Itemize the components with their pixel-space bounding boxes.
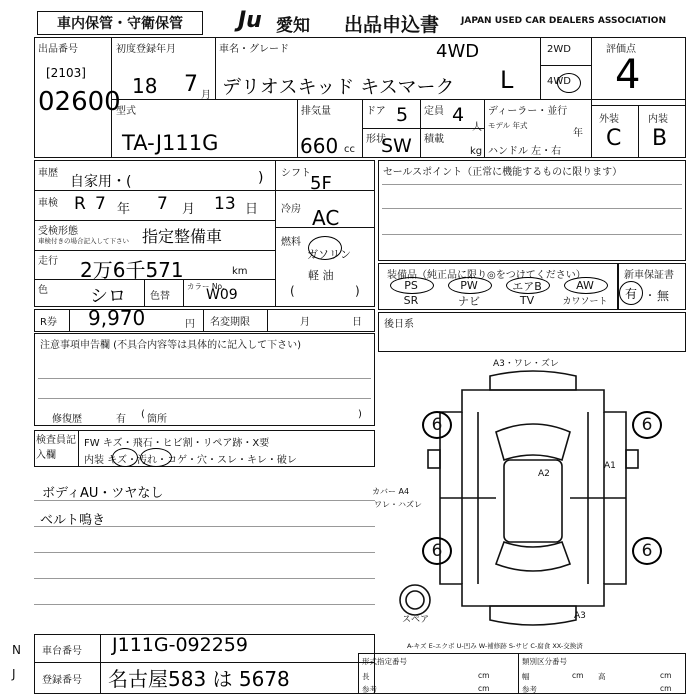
fuel-gas-circle [308, 236, 342, 260]
recycle-amount: 9,970 [88, 306, 146, 330]
registration-year: 18 [132, 74, 158, 98]
warranty-dot: ・ [645, 291, 655, 302]
displacement-value: 660 [300, 134, 339, 158]
ac-value: AC [312, 206, 340, 230]
shift-label: シフト [281, 168, 311, 179]
diagram-a1: A1 [604, 461, 616, 471]
rating-score: 4 [615, 52, 641, 98]
accept-label: 受検形態 [38, 226, 78, 237]
vehicle-name: デリオスキッド キスマーク [222, 76, 455, 98]
accept-note: 車検付きの場合記入して下さい [38, 237, 129, 245]
repair-paren-close: ) [358, 409, 362, 420]
handle-label: ハンドル 左・右 [488, 146, 562, 157]
inspector-label: 検査員記入欄 [36, 435, 76, 461]
width-label: 幅 [522, 672, 530, 681]
capacity-unit: 人 [472, 122, 482, 133]
history-label: 車歴 [38, 168, 58, 179]
diagram-top-note: A3・ワレ・ズレ [493, 359, 559, 369]
diagram-left-note-1: カバー A4 [372, 487, 410, 496]
diagram-left-note-2: ワレ・ハズレ [374, 500, 422, 509]
history-value: 自家用・( [70, 174, 132, 190]
equipment-item: TV [519, 294, 535, 307]
lot-number: 02600 [38, 87, 121, 117]
inspection-era: R [74, 194, 86, 214]
type-number-label: 形式指定番号 [362, 657, 407, 666]
inspection-label: 車検 [38, 198, 58, 209]
vehicle-model: TA-J111G [122, 131, 219, 155]
registration-label: 初度登録年月 [116, 44, 176, 55]
recycle-label: R券 [40, 317, 57, 328]
inspection-year-unit: 年 [117, 202, 131, 217]
height-label: 高 [598, 672, 606, 681]
equipment-selected-circle [448, 277, 492, 294]
tire-front-left: 6 [422, 411, 452, 439]
ref-label-right: 参考 [522, 685, 537, 694]
interior-kizu-circle [112, 448, 138, 467]
form-title: 出品申込書 [344, 14, 440, 36]
inspection-month-unit: 月 [182, 202, 196, 217]
equipment-item: PS [404, 279, 418, 292]
displacement-unit: cc [344, 144, 355, 155]
damage-legend: A-キズ E-エクボ U-凹み W-補修跡 S-サビ C-腐食 XX-交換済 [407, 642, 583, 650]
deadline-label: 名変期限 [210, 317, 250, 328]
warranty-yes-circle [619, 281, 643, 305]
plate-value: 名古屋583 は 5678 [108, 667, 290, 691]
equipment-selected-circle [390, 277, 434, 294]
lot-label: 出品番号 [38, 44, 78, 55]
equipment-item: PW [460, 279, 478, 292]
deadline-day-unit: 日 [352, 317, 362, 328]
width-unit: cm [572, 671, 584, 680]
association-name: JAPAN USED CAR DEALERS ASSOCIATION [461, 16, 666, 26]
registration-month: 7 [184, 72, 198, 97]
length-label: 長 [362, 672, 370, 681]
tire-rear-left: 6 [422, 537, 452, 565]
fuel-paren-open: ( [290, 284, 295, 298]
vehicle-drive: 4WD [436, 41, 480, 62]
equipment-selected-circle [564, 277, 608, 294]
color-label: 色 [38, 285, 48, 296]
chassis-value: J111G-092259 [112, 634, 248, 656]
equipment-item: カワソート [562, 297, 608, 307]
warranty-no: 無 [657, 289, 670, 303]
plate-label: 登録番号 [42, 675, 82, 686]
inspector-interior-row: 内装 キズ・汚れ・コゲ・穴・スレ・キレ・破レ [84, 455, 297, 466]
load-unit: kg [470, 146, 483, 157]
tire-front-right: 6 [632, 411, 662, 439]
warranty-label: 新車保証書 [624, 270, 674, 281]
deadline-month-unit: 月 [300, 317, 310, 328]
header-title-left: 車内保管・守衛保管 [37, 11, 203, 35]
after-reg-label: 後日系 [384, 319, 414, 330]
inspector-note-1: ボディAU・ツヤなし [42, 486, 164, 501]
fuel-paren-close: ) [355, 284, 360, 298]
inspection-month: 7 [157, 194, 168, 214]
repair-place: 箇所 [147, 414, 167, 425]
rating-interior: B [652, 126, 668, 151]
inspection-day-unit: 日 [245, 202, 259, 217]
warranty-yes: 有 [625, 287, 638, 301]
fuel-label: 燃料 [281, 237, 301, 248]
body-value: SW [381, 135, 412, 157]
color-value: シロ [90, 286, 126, 307]
height-unit: cm [660, 671, 672, 680]
rating-exterior: C [606, 126, 622, 151]
diagram-spare: スペア [402, 615, 430, 625]
load-label: 積載 [424, 134, 444, 145]
diagram-a3: A3 [574, 611, 586, 621]
repair-paren-open: ( [141, 409, 145, 420]
ju-logo: Ju [238, 8, 262, 33]
repair-label: 修復歴 [52, 414, 82, 425]
rating-interior-label: 内装 [648, 114, 668, 125]
shift-value: 5F [310, 173, 332, 194]
vehicle-name-label: 車名・グレード [219, 44, 289, 55]
model-year-unit: 年 [573, 128, 583, 139]
vehicle-grade: L [500, 66, 514, 94]
repair-value: 有 [116, 414, 126, 425]
interior-yogore-circle [140, 448, 172, 467]
logo-region: 愛知 [276, 16, 310, 36]
drive-2wd-label: 2WD [547, 44, 571, 55]
recycle-unit: 円 [185, 319, 195, 330]
mark-j: J [12, 667, 16, 681]
doors-value: 5 [396, 104, 409, 126]
chassis-label: 車台番号 [42, 646, 82, 657]
ref-label-left: 参考 [362, 685, 377, 694]
rating-label: 評価点 [606, 44, 636, 55]
ac-label: 冷房 [281, 204, 301, 215]
inspection-day: 13 [214, 194, 236, 214]
doors-label: ドア [366, 106, 386, 117]
model-label: 型式 [116, 106, 136, 117]
capacity-label: 定員 [424, 106, 444, 117]
car-diagram [378, 352, 686, 642]
diagram-a2: A2 [538, 469, 550, 479]
sales-point-label: セールスポイント（正常に機能するものに限ります） [383, 167, 623, 178]
category-number-label: 類別区分番号 [522, 657, 567, 666]
mileage-label: 走行 [38, 256, 58, 267]
lot-code: [2103] [46, 66, 86, 80]
color-change-label: 色替 [150, 291, 170, 302]
equipment-label: 装備品（純正品に限り◎をつけてください） [387, 270, 586, 281]
rating-exterior-label: 外装 [599, 114, 619, 125]
drive-4wd-label: 4WD [547, 76, 571, 87]
dealer-label: ディーラー・並行 [488, 106, 568, 117]
length-unit: cm [478, 671, 490, 680]
inspector-fw-row: FW キズ・飛石・ヒビ割・リペア跡・X要 [84, 438, 270, 449]
inspector-note-2: ベルト鳴き [40, 513, 106, 528]
fuel-gas: ガソリン [307, 248, 351, 261]
tire-rear-right: 6 [632, 537, 662, 565]
inspection-year: 7 [95, 194, 106, 214]
displacement-label: 排気量 [301, 106, 331, 117]
body-label: 形状 [366, 134, 386, 145]
fuel-diesel: 軽 油 [308, 269, 334, 282]
equipment-item: ナビ [458, 294, 480, 308]
ref-unit-right: cm [660, 684, 672, 693]
mileage-value: 2万6千571 [80, 258, 184, 282]
equipment-selected-circle [506, 277, 550, 294]
model-year-label: モデル 年式 [488, 121, 528, 130]
equipment-item: エアB [512, 279, 542, 293]
history-paren-close: ) [258, 170, 264, 186]
equipment-item: SR [403, 294, 419, 307]
notes-label: 注意事項申告欄 (不具合内容等は具体的に記入して下さい) [40, 340, 301, 351]
recycle-row [34, 309, 375, 332]
mark-n: N [12, 643, 21, 657]
color-code: W09 [206, 287, 238, 303]
equipment-item: AW [576, 279, 594, 292]
drive-4wd-circle [557, 73, 581, 93]
after-reg-box [378, 312, 686, 352]
color-code-label: カラー No. [187, 282, 225, 291]
ref-unit-left: cm [478, 684, 490, 693]
mileage-unit: km [232, 266, 248, 277]
registration-month-unit: 月 [201, 90, 211, 101]
accept-value: 指定整備車 [142, 227, 223, 246]
capacity-value: 4 [452, 104, 465, 126]
